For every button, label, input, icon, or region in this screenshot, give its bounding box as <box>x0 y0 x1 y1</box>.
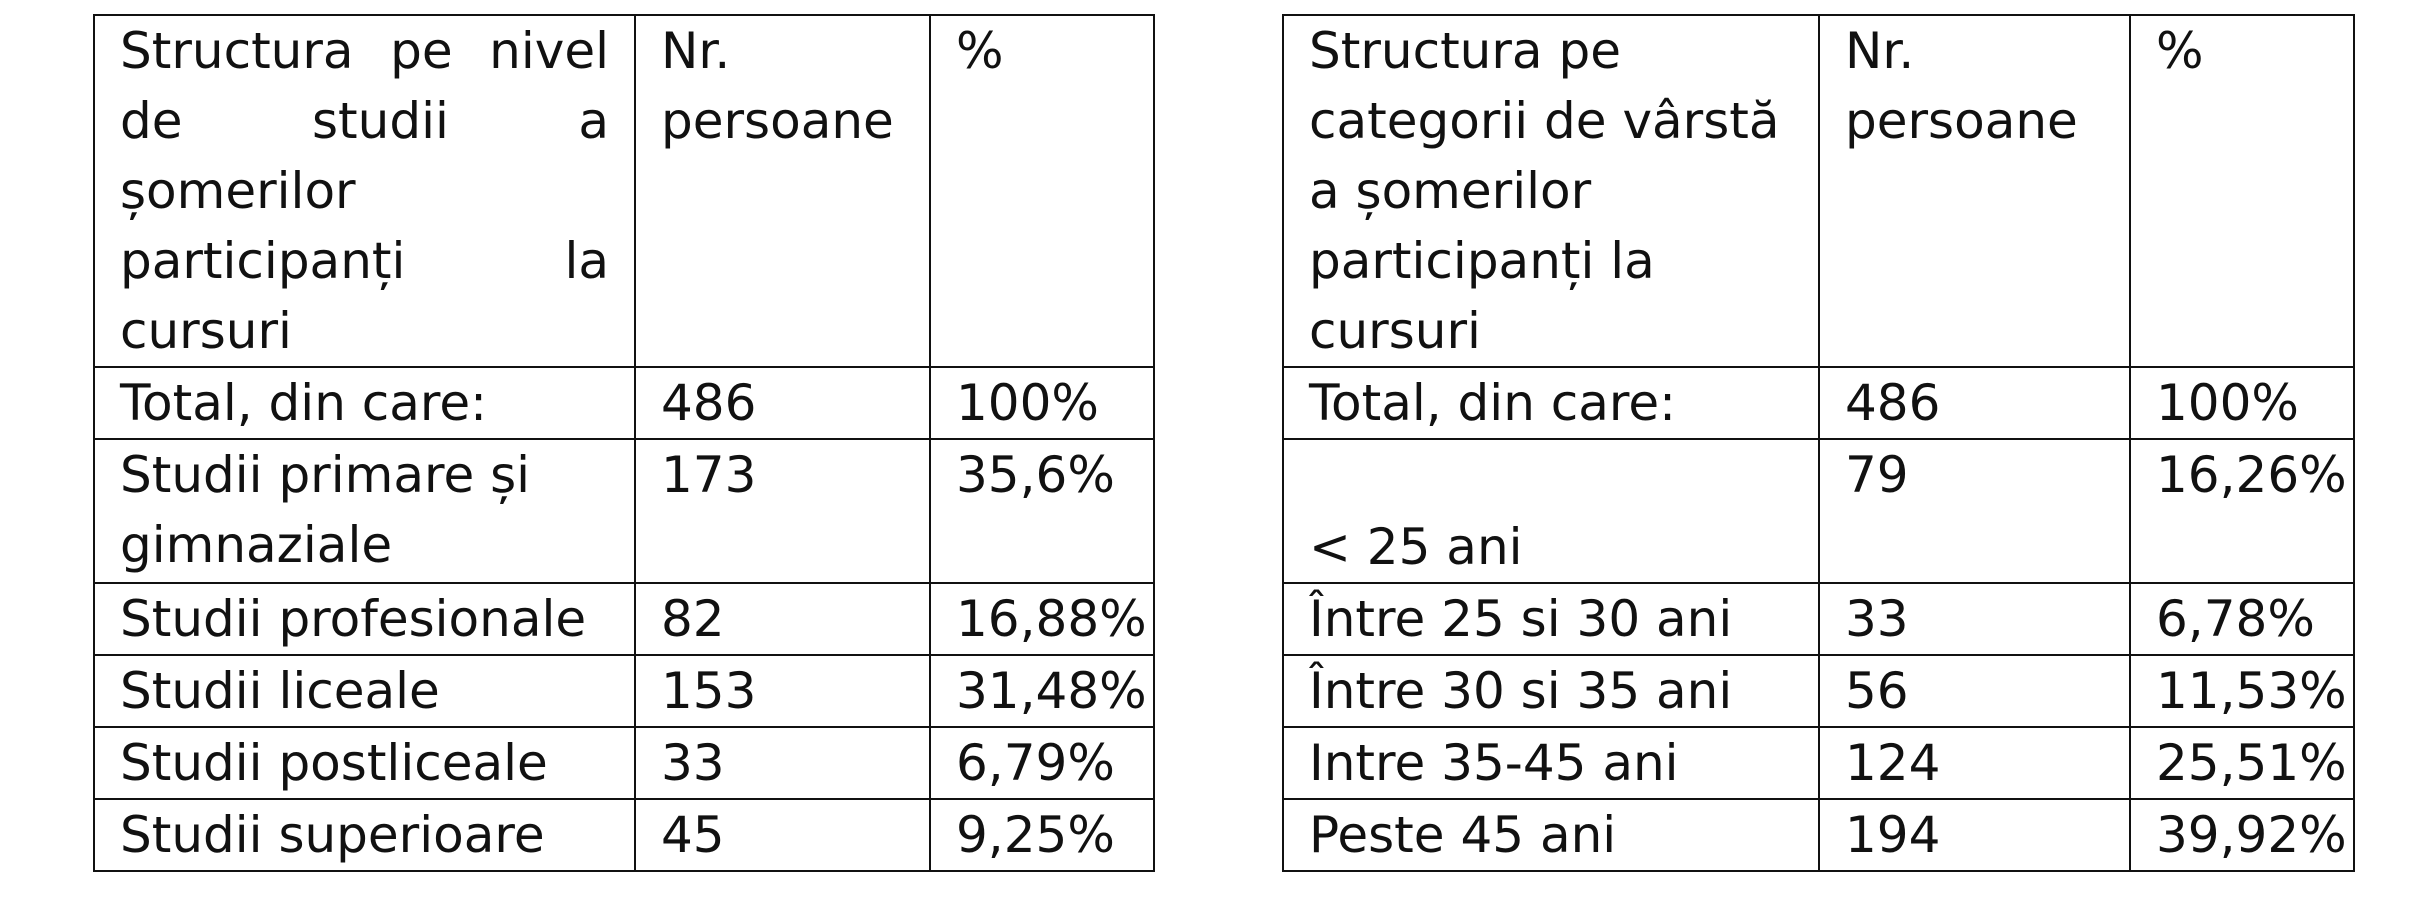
row-label: Studii primare și gimnaziale <box>94 439 635 583</box>
table-row <box>1283 727 2354 799</box>
row-count: 33 <box>635 727 930 799</box>
header-count-cell: Nr. persoane <box>1819 15 2130 367</box>
row-count: 45 <box>635 799 930 871</box>
table-header-row <box>94 15 1154 367</box>
row-label: Studii liceale <box>94 655 635 727</box>
age-category-table <box>1282 14 2355 872</box>
header-category-cell: Structura pe categorii de vârstă a șomerilor participanți la cursuri <box>1283 15 1819 367</box>
row-percent: 9,25% <box>930 799 1154 871</box>
row-count: 124 <box>1819 727 2130 799</box>
header-percent-cell: % <box>2130 15 2354 367</box>
row-label: Studii postliceale <box>94 727 635 799</box>
row-label: < 25 ani <box>1283 439 1819 583</box>
row-count: 82 <box>635 583 930 655</box>
row-percent: 100% <box>930 367 1154 439</box>
row-percent: 31,48% <box>930 655 1154 727</box>
row-label: Între 25 si 30 ani <box>1283 583 1819 655</box>
table-header-row <box>1283 15 2354 367</box>
table-row <box>94 439 1154 583</box>
row-percent: 16,88% <box>930 583 1154 655</box>
header-category-cell: Structura pe nivel de studii a șomerilor participanți la cursuri <box>94 15 635 367</box>
row-label: Total, din care: <box>94 367 635 439</box>
row-percent: 6,79% <box>930 727 1154 799</box>
table-row <box>94 367 1154 439</box>
table-row <box>94 799 1154 871</box>
table-row <box>94 655 1154 727</box>
table-row <box>1283 367 2354 439</box>
row-percent: 16,26% <box>2130 439 2354 583</box>
row-percent: 25,51% <box>2130 727 2354 799</box>
row-percent: 39,92% <box>2130 799 2354 871</box>
table-row <box>94 727 1154 799</box>
row-count: 153 <box>635 655 930 727</box>
row-count: 173 <box>635 439 930 583</box>
table-row <box>1283 799 2354 871</box>
row-percent: 11,53% <box>2130 655 2354 727</box>
table-row <box>94 583 1154 655</box>
row-label: Peste 45 ani <box>1283 799 1819 871</box>
table-row <box>1283 583 2354 655</box>
header-count-cell: Nr. persoane <box>635 15 930 367</box>
row-count: 33 <box>1819 583 2130 655</box>
row-percent: 6,78% <box>2130 583 2354 655</box>
row-percent: 100% <box>2130 367 2354 439</box>
row-label: Intre 35-45 ani <box>1283 727 1819 799</box>
header-percent-cell: % <box>930 15 1154 367</box>
row-count: 486 <box>1819 367 2130 439</box>
row-count: 194 <box>1819 799 2130 871</box>
table-row <box>1283 655 2354 727</box>
row-percent: 35,6% <box>930 439 1154 583</box>
row-count: 486 <box>635 367 930 439</box>
row-label: Studii superioare <box>94 799 635 871</box>
row-count: 56 <box>1819 655 2130 727</box>
education-level-table <box>93 14 1155 872</box>
row-label: Studii profesionale <box>94 583 635 655</box>
row-label: Total, din care: <box>1283 367 1819 439</box>
row-count: 79 <box>1819 439 2130 583</box>
row-label: Între 30 si 35 ani <box>1283 655 1819 727</box>
table-row <box>1283 439 2354 583</box>
